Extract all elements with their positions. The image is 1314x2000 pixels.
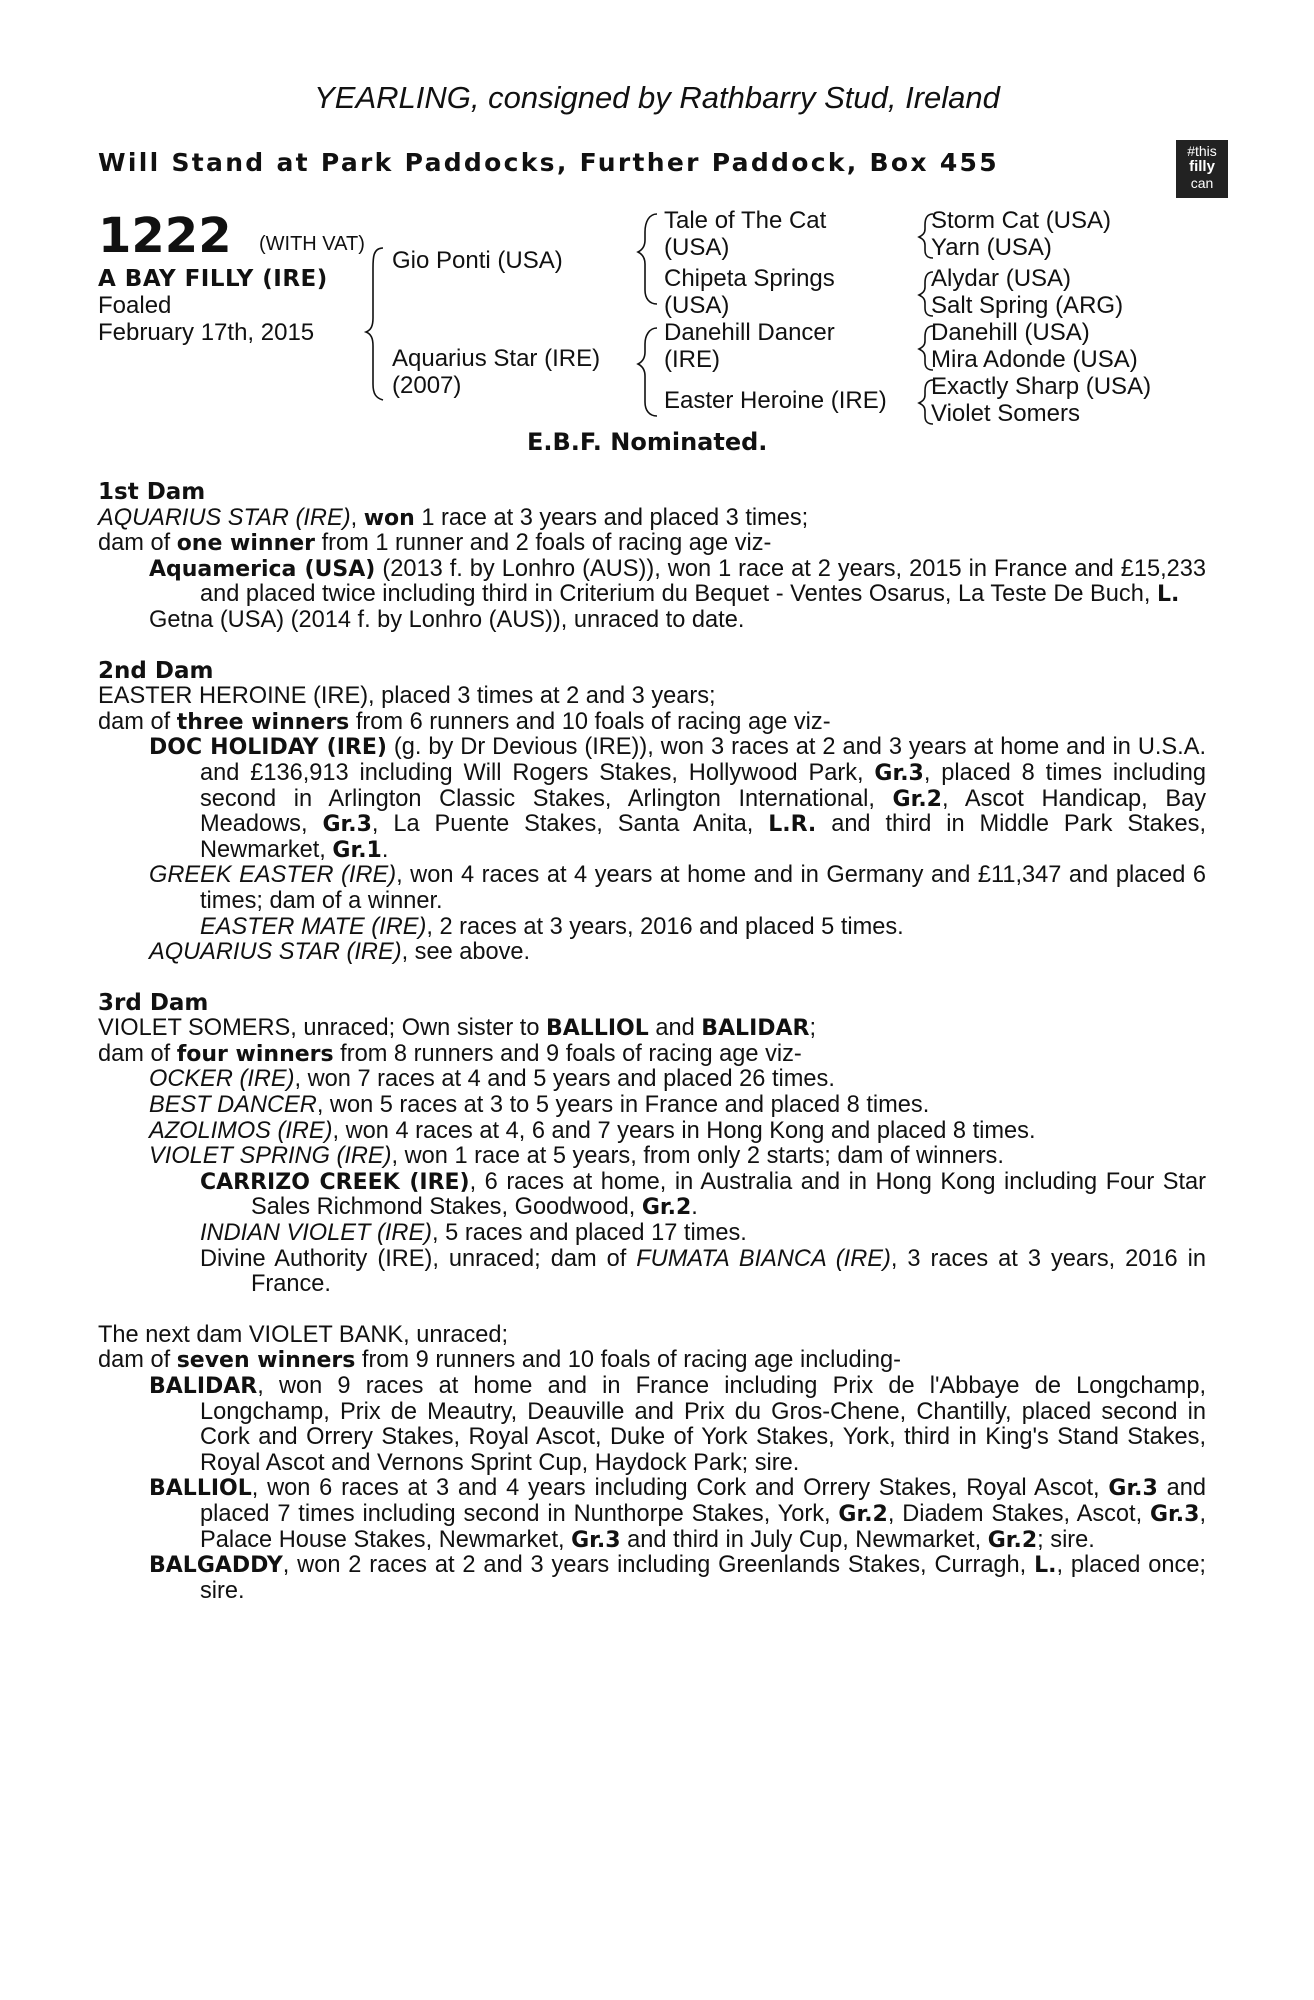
stand-location: Will Stand at Park Paddocks, Further Paddock, Box 455 xyxy=(98,148,999,177)
logo-line-1: #this xyxy=(1187,143,1217,159)
grade-label: Gr.3 xyxy=(322,812,372,838)
third-dam-heading: 3rd Dam xyxy=(98,989,209,1016)
sire-dam-line-2: (USA) xyxy=(664,292,730,319)
grade-label: Gr.2 xyxy=(892,786,942,812)
text-fragment: dam of xyxy=(98,1040,177,1067)
text-fragment: ; sire. xyxy=(1037,1526,1095,1553)
winner-count: four winners xyxy=(176,1041,334,1067)
catalogue-body xyxy=(98,480,1206,1604)
grade-label: L. xyxy=(1034,1553,1057,1579)
lot-number: 1222 xyxy=(98,208,232,264)
horse-name: BALIDAR xyxy=(149,1374,258,1399)
text-fragment: , 2 races at 3 years, 2016 and placed 5 times. xyxy=(426,913,904,940)
text-fragment: from 1 runner and 2 foals of racing age viz- xyxy=(315,530,772,557)
bracket-sire xyxy=(638,214,657,304)
dam-dam: Easter Heroine (IRE) xyxy=(664,387,887,414)
text-fragment: , won 4 races at 4 years at home and in Germany and £11,347 and placed 6 times; dam of a winner. xyxy=(200,862,1206,914)
progeny-azolimos xyxy=(98,1119,1206,1145)
consignment-header: YEARLING, consigned by Rathbarry Stud, Ireland xyxy=(314,80,1000,115)
grade-label: Gr.3 xyxy=(571,1527,621,1553)
third-dam-line-1 xyxy=(98,1016,1206,1042)
horse-name: BALGADDY xyxy=(149,1553,283,1579)
text-fragment: , won 6 races at 3 and 4 years including Cork and Orrery Stakes, Royal Ascot, xyxy=(251,1475,1109,1502)
progeny-divine-authority xyxy=(98,1247,1206,1298)
winner-count: one winner xyxy=(176,531,316,557)
text-fragment: , La Puente Stakes, Santa Anita, xyxy=(371,811,769,838)
progeny-greek-easter xyxy=(98,863,1206,914)
winner-count: seven winners xyxy=(176,1348,356,1374)
text-fragment: , won 1 race at 5 years, from only 2 starts; dam of winners. xyxy=(391,1143,1004,1170)
second-dam-line-2 xyxy=(98,710,1206,736)
horse-name: GREEK EASTER (IRE) xyxy=(149,862,397,889)
progeny-ocker xyxy=(98,1067,1206,1093)
won-label: won xyxy=(363,505,415,531)
text-fragment: dam of xyxy=(98,1347,177,1374)
horse-name: FUMATA BIANCA (IRE) xyxy=(636,1245,891,1272)
horse-name: EASTER MATE (IRE) xyxy=(200,913,427,940)
dam-name: AQUARIUS STAR (IRE) xyxy=(98,504,351,531)
text-fragment: , 3 races at 3 years, 2016 in France. xyxy=(251,1245,1207,1298)
logo-line-2: filly xyxy=(1189,158,1215,175)
grade-label: Gr.1 xyxy=(332,837,382,863)
sire-sire-line-1: Tale of The Cat xyxy=(664,207,827,234)
horse-name: BALIDAR xyxy=(701,1016,810,1042)
second-dam-heading: 2nd Dam xyxy=(98,657,214,684)
grade-label: Gr.2 xyxy=(987,1527,1038,1553)
next-dam-line-1: The next dam VIOLET BANK, unraced; xyxy=(98,1321,509,1348)
progeny-violet-spring xyxy=(98,1144,1206,1170)
horse-name: AZOLIMOS (IRE) xyxy=(149,1117,333,1144)
first-dam-line-2 xyxy=(98,531,1206,557)
second-dam-line-1: EASTER HEROINE (IRE), placed 3 times at 2 and 3 years; xyxy=(98,683,716,710)
ss-sire: Storm Cat (USA) xyxy=(931,207,1112,234)
text-fragment: and third in July Cup, Newmarket, xyxy=(620,1526,988,1553)
logo-line-3: can xyxy=(1190,175,1214,191)
text-fragment: and third in Middle Park Stakes, Newmarket, xyxy=(200,811,1207,863)
horse-name: OCKER (IRE) xyxy=(149,1066,295,1093)
dd-sire: Exactly Sharp (USA) xyxy=(931,373,1152,400)
bracket-dam xyxy=(638,328,657,416)
foaled-date: February 17th, 2015 xyxy=(98,319,315,346)
ds-sire: Danehill (USA) xyxy=(931,319,1090,346)
progeny-carrizo-creek xyxy=(98,1170,1206,1221)
text-fragment: Divine Authority (IRE), unraced; dam of xyxy=(200,1245,637,1272)
dam-sire-line-1: Danehill Dancer xyxy=(664,319,835,346)
text-fragment: , placed 8 times including second in Arlington Classic Stakes, Arlington International, xyxy=(200,759,1206,812)
text-fragment: and placed 7 times including second in Nunthorpe Stakes, York, xyxy=(200,1475,1206,1527)
foaled-label: Foaled xyxy=(98,292,172,319)
ds-dam: Mira Adonde (USA) xyxy=(931,346,1138,373)
grade-label: Gr.2 xyxy=(838,1501,888,1527)
horse-name: BALLIOL xyxy=(149,1476,252,1502)
dd-dam: Violet Somers xyxy=(931,400,1080,427)
first-dam-line-1: AQUARIUS STAR (IRE), won 1 race at 3 years and placed 3 times; xyxy=(98,504,809,531)
third-dam-line-2 xyxy=(98,1042,1206,1068)
ss-dam: Yarn (USA) xyxy=(931,234,1052,261)
progeny-balidar xyxy=(98,1374,1206,1476)
horse-name: Aquamerica (USA) xyxy=(149,556,376,582)
horse-name: INDIAN VIOLET (IRE) xyxy=(200,1220,433,1247)
text-fragment: , Palace House Stakes, Newmarket, xyxy=(200,1500,1206,1553)
text-fragment: and xyxy=(648,1015,702,1042)
text-fragment: , 5 races and placed 17 times. xyxy=(432,1220,747,1247)
text-fragment: from 9 runners and 10 foals of racing age including- xyxy=(355,1347,901,1374)
text-fragment: , 6 races at home, in Australia and in Hong Kong including Four Star Sales Richmond Stakes, Goodwood, xyxy=(251,1168,1207,1221)
bracket-gen1 xyxy=(366,248,383,400)
text-fragment: dam of xyxy=(98,530,177,557)
text-fragment: , won 5 races at 3 to 5 years in France and placed 8 times. xyxy=(316,1092,930,1119)
progeny-getna: Getna (USA) (2014 f. by Lonhro (AUS)), unraced to date. xyxy=(149,606,745,633)
progeny-aquarius-star xyxy=(98,940,1206,966)
sd-sire: Alydar (USA) xyxy=(931,265,1072,292)
text-fragment: , see above. xyxy=(401,939,531,966)
text-fragment: , won 7 races at 4 and 5 years and placed 26 times. xyxy=(294,1066,835,1093)
first-dam-heading: 1st Dam xyxy=(98,479,206,505)
text-fragment: VIOLET SOMERS, unraced; Own sister to xyxy=(98,1015,547,1042)
sd-dam: Salt Spring (ARG) xyxy=(931,292,1124,319)
text-fragment: from 8 runners and 9 foals of racing age viz- xyxy=(333,1040,802,1067)
sire-dam-line-1: Chipeta Springs xyxy=(664,265,835,292)
text-fragment: , Ascot Handicap, Bay Meadows, xyxy=(200,785,1206,838)
horse-name: VIOLET SPRING (IRE) xyxy=(149,1143,392,1170)
text-fragment: , won 4 races at 4, 6 and 7 years in Hong Kong and placed 8 times. xyxy=(332,1117,1036,1144)
horse-name: CARRIZO CREEK (IRE) xyxy=(200,1169,470,1195)
text-fragment: (2013 f. by Lonhro (AUS)), won 1 race at 2 years, 2015 in France and £15,233 and placed twice including third in Criterium du Bequet - Ventes Osarus, La Teste De Buch, xyxy=(200,555,1206,608)
ebf-nominated: E.B.F. Nominated. xyxy=(527,428,768,456)
grade-label: Gr.3 xyxy=(1108,1476,1158,1502)
dam-record: 1 race at 3 years and placed 3 times; xyxy=(414,504,809,531)
vat-note: (WITH VAT) xyxy=(259,233,365,255)
progeny-best-dancer xyxy=(98,1093,1206,1119)
grade-label: Gr.3 xyxy=(874,760,924,786)
next-dam-line-2 xyxy=(98,1348,1206,1374)
text-fragment: . xyxy=(381,836,389,863)
progeny-balliol xyxy=(98,1476,1206,1553)
grade-label: Gr.2 xyxy=(641,1195,692,1221)
text-fragment: , won 2 races at 2 and 3 years including Greenlands Stakes, Curragh, xyxy=(282,1552,1035,1579)
progeny-indian-violet xyxy=(98,1221,1206,1247)
horse-name: BALLIOL xyxy=(546,1016,649,1042)
text-fragment: . xyxy=(691,1194,698,1221)
text-fragment: ; xyxy=(809,1015,817,1042)
grade-label: Gr.3 xyxy=(1150,1501,1200,1527)
horse-name: BEST DANCER xyxy=(149,1092,317,1119)
sire: Gio Ponti (USA) xyxy=(392,247,563,274)
text-fragment: (g. by Dr Devious (IRE)), won 3 races at 2 and 3 years at home and in U.S.A. and £136,913 including Will Rogers Stakes, Hollywood Park, xyxy=(200,734,1207,786)
winner-count: three winners xyxy=(176,709,350,735)
text-fragment: , Diadem Stakes, Ascot, xyxy=(887,1500,1150,1527)
dam-line-2: (2007) xyxy=(392,372,462,399)
text-fragment: , placed once; sire. xyxy=(200,1552,1206,1604)
text-fragment: dam of xyxy=(98,708,177,735)
grade-label: L. xyxy=(1156,582,1180,608)
dam-sire-line-2: (IRE) xyxy=(664,346,720,373)
horse-name: AQUARIUS STAR (IRE) xyxy=(149,939,402,966)
horse-name: DOC HOLIDAY (IRE) xyxy=(149,735,387,761)
progeny-doc-holiday xyxy=(98,735,1206,863)
sire-sire-line-2: (USA) xyxy=(664,234,730,261)
lot-name: A BAY FILLY (IRE) xyxy=(98,266,328,292)
text-fragment: from 6 runners and 10 foals of racing age viz- xyxy=(349,708,831,735)
progeny-aquamerica xyxy=(98,557,1206,608)
dam-line-1: Aquarius Star (IRE) xyxy=(392,345,601,372)
grade-label: L.R. xyxy=(768,812,817,838)
progeny-easter-mate xyxy=(98,915,1206,941)
progeny-balgaddy xyxy=(98,1553,1206,1604)
text-fragment: , won 9 races at home and in France including Prix de l'Abbaye de Longchamp, Longchamp, Prix de Meautry, Deauville and Prix du Gros-Chene, Chantilly, placed second in Cork and Orrery Stakes, Royal Ascot, Duke of York Stakes, York, third in King's Stand Stakes, Royal Ascot and Vernons Sprint Cup, Haydock Park; sire. xyxy=(200,1373,1206,1476)
